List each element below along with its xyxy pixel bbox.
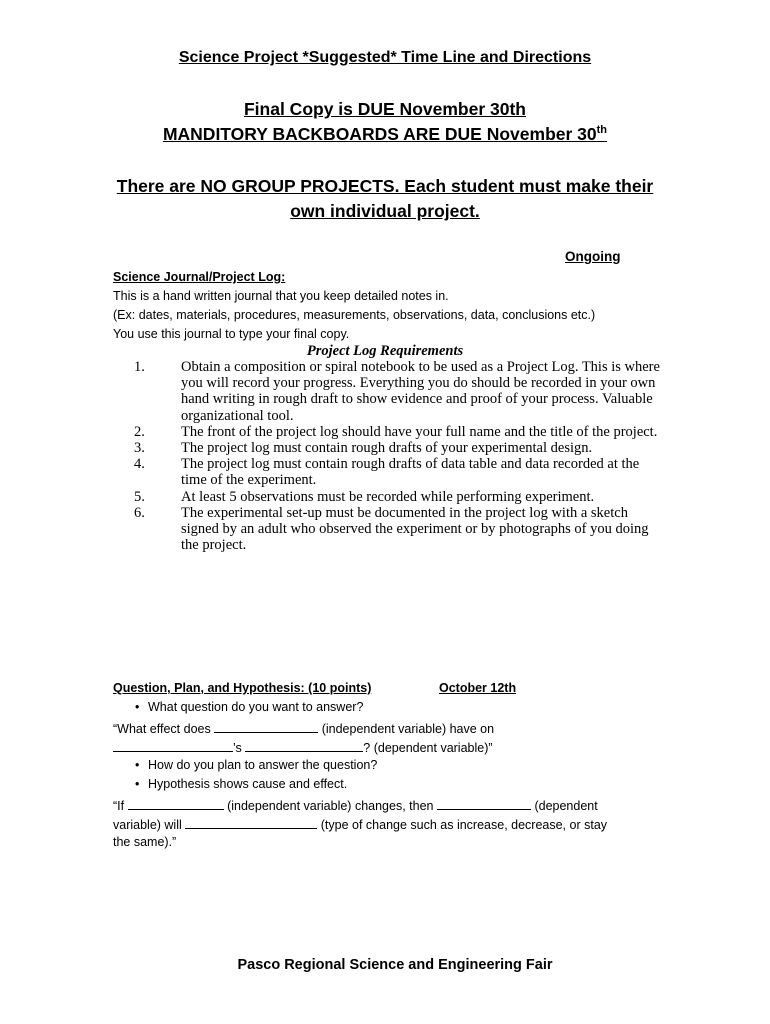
backboards-due bbox=[0, 121, 770, 147]
hypothesis-line2-suffix: (type of change such as increase, decrease, or stay bbox=[320, 818, 608, 832]
list-item-text: The front of the project log should have your full name and the title of the project. bbox=[181, 423, 658, 440]
list-item-number: 3. bbox=[134, 440, 145, 457]
blank-dependent-2 bbox=[437, 797, 531, 810]
hypothesis-template-line2 bbox=[113, 816, 607, 832]
no-group-notice-line2: own individual project. bbox=[290, 201, 480, 221]
blank-independent-2 bbox=[128, 797, 224, 810]
hypothesis-prefix: “If bbox=[113, 799, 125, 813]
hypothesis-heading: Question, Plan, and Hypothesis: (10 points) bbox=[113, 681, 372, 695]
no-group-notice-line1: There are NO GROUP PROJECTS. Each student must make their bbox=[116, 176, 654, 196]
journal-line-3: You use this journal to type your final copy. bbox=[113, 327, 350, 341]
list-item bbox=[113, 440, 668, 456]
question-possessive: ’s bbox=[233, 741, 242, 755]
list-item bbox=[113, 424, 668, 440]
blank-independent bbox=[214, 720, 318, 733]
journal-line-1: This is a hand written journal that you keep detailed notes in. bbox=[113, 289, 449, 303]
list-item-number: 2. bbox=[134, 423, 145, 440]
hypothesis-line2-prefix: variable) will bbox=[113, 818, 182, 832]
question-mid: (independent variable) have on bbox=[321, 722, 495, 736]
list-item-number: 4. bbox=[134, 456, 145, 473]
document-title: Science Project *Suggested* Time Line and Directions bbox=[178, 49, 592, 66]
bullet-hypothesis: • Hypothesis shows cause and effect. bbox=[148, 777, 347, 791]
question-suffix: ? (dependent variable)” bbox=[363, 741, 493, 755]
list-item-text: At least 5 observations must be recorded while performing experiment. bbox=[181, 488, 595, 505]
footer-text: Pasco Regional Science and Engineering Fair bbox=[237, 957, 553, 973]
hypothesis-template-line3: the same).” bbox=[113, 835, 177, 849]
final-copy-due: Final Copy is DUE November 30th bbox=[243, 99, 526, 119]
list-item-number: 6. bbox=[134, 504, 145, 521]
backboards-due-text: MANDITORY BACKBOARDS ARE DUE November 30 bbox=[162, 124, 597, 144]
journal-heading: Science Journal/Project Log: bbox=[113, 270, 286, 284]
list-item bbox=[113, 505, 668, 554]
list-item bbox=[113, 359, 668, 424]
bullet-plan: • How do you plan to answer the question? bbox=[148, 758, 377, 772]
bullet-question: • What question do you want to answer? bbox=[148, 700, 363, 714]
backboards-due-sup: th bbox=[596, 124, 608, 137]
list-item-number: 1. bbox=[134, 359, 145, 375]
list-item-number: 5. bbox=[134, 488, 145, 505]
hypothesis-mid: (independent variable) changes, then bbox=[227, 799, 434, 813]
requirements-list bbox=[113, 359, 668, 553]
requirements-title: Project Log Requirements bbox=[306, 343, 464, 359]
blank-dependent bbox=[245, 739, 363, 752]
hypothesis-template-line1 bbox=[113, 797, 598, 813]
list-item-text: Obtain a composition or spiral notebook to be used as a Project Log. This is where you will record your progress. Everything you do should be recorded in your own hand writing in rough draft to show evidence and proof of your process. Valuable organizational tool. bbox=[181, 359, 660, 424]
journal-timing: Ongoing bbox=[565, 249, 621, 264]
journal-line-2: (Ex: dates, materials, procedures, measurements, observations, data, conclusions etc.) bbox=[113, 308, 596, 322]
list-item bbox=[113, 489, 668, 505]
list-item-text: The experimental set-up must be documented in the project log with a sketch signed by an adult who observed the experiment or by photographs of you doing the project. bbox=[181, 504, 649, 554]
blank-subject bbox=[113, 739, 233, 752]
question-template-line1 bbox=[113, 720, 494, 736]
list-item-text: The project log must contain rough drafts of your experimental design. bbox=[181, 440, 593, 457]
list-item bbox=[113, 456, 668, 488]
hypothesis-date: October 12th bbox=[439, 681, 517, 695]
blank-change bbox=[185, 816, 317, 829]
question-prefix: “What effect does bbox=[113, 722, 211, 736]
hypothesis-end: (dependent bbox=[534, 799, 598, 813]
list-item-text: The project log must contain rough drafts of data table and data recorded at the time of the experiment. bbox=[181, 456, 640, 489]
question-template-line2 bbox=[113, 739, 493, 755]
